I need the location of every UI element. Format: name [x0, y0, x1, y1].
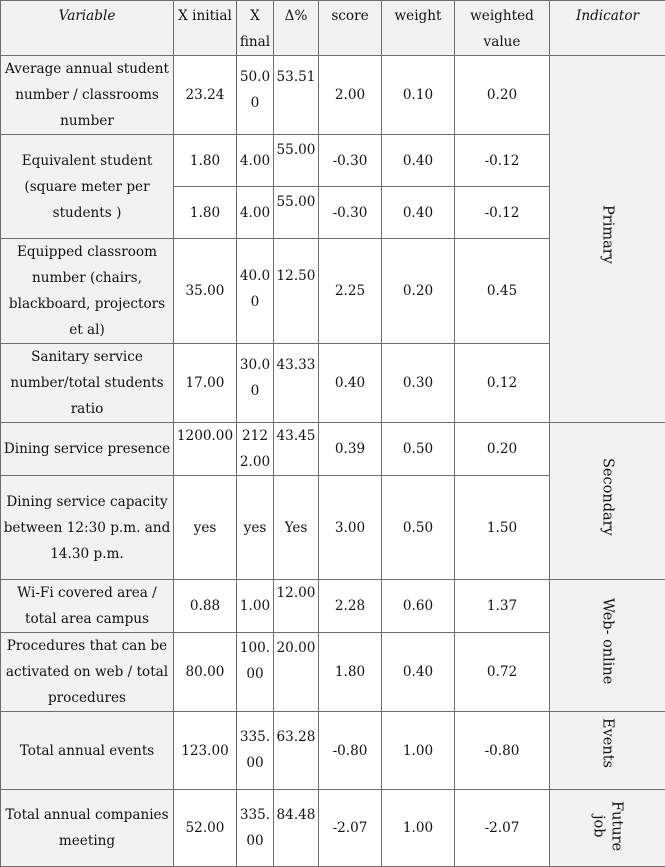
indicator-label: Events: [599, 718, 617, 768]
variable-cell: Procedures that can be activated on web / total procedures: [1, 633, 174, 712]
indicator-future-job: [550, 790, 665, 867]
delta-cell: 55.00: [274, 187, 319, 239]
score-cell: 0.40: [319, 344, 382, 423]
weighted-value-cell: -0.80: [455, 712, 550, 790]
score-cell: 0.39: [319, 423, 382, 476]
weight-cell: 0.10: [382, 56, 455, 135]
weighted-value-cell: 0.45: [455, 239, 550, 344]
x-initial-cell: 80.00: [174, 633, 237, 712]
table-row: [1, 56, 665, 135]
weighted-value-cell: 0.20: [455, 56, 550, 135]
header-variable: Variable: [1, 1, 174, 56]
delta-cell: 20.00: [274, 633, 319, 712]
x-final-cell: 335.00: [237, 790, 274, 867]
indicator-events: [550, 712, 665, 790]
x-initial-cell: 1.80: [174, 187, 237, 239]
indicator-label: Secondary: [599, 458, 617, 536]
x-initial-cell: 35.00: [174, 239, 237, 344]
weight-cell: 0.20: [382, 239, 455, 344]
score-cell: 2.28: [319, 580, 382, 633]
delta-cell: 53.51: [274, 56, 319, 135]
score-cell: 3.00: [319, 476, 382, 580]
x-initial-cell: 123.00: [174, 712, 237, 790]
weighted-value-cell: -0.12: [455, 187, 550, 239]
weight-cell: 0.40: [382, 187, 455, 239]
delta-cell: 43.45: [274, 423, 319, 476]
score-cell: -0.30: [319, 187, 382, 239]
weight-cell: 0.50: [382, 423, 455, 476]
header-row: [1, 1, 665, 56]
x-final-cell: 50.00: [237, 56, 274, 135]
weighted-value-cell: -2.07: [455, 790, 550, 867]
delta-cell: 84.48: [274, 790, 319, 867]
header-x-initial: X initial: [174, 1, 237, 56]
indicator-label: Future job: [590, 796, 626, 856]
indicator-label: Primary: [599, 205, 617, 264]
delta-cell: 63.28: [274, 712, 319, 790]
indicator-label: Web- online: [599, 598, 617, 684]
variable-cell: Total annual events: [1, 712, 174, 790]
table-row: [1, 423, 665, 476]
delta-cell: 55.00: [274, 135, 319, 187]
header-delta: Δ%: [274, 1, 319, 56]
x-initial-cell: 0.88: [174, 580, 237, 633]
indicator-primary: [550, 56, 665, 423]
variable-cell: Total annual companies meeting: [1, 790, 174, 867]
weighted-value-cell: 0.12: [455, 344, 550, 423]
table-row: [1, 790, 665, 867]
variable-cell: Wi-Fi covered area / total area campus: [1, 580, 174, 633]
delta-cell: Yes: [274, 476, 319, 580]
x-initial-cell: 17.00: [174, 344, 237, 423]
score-cell: -0.80: [319, 712, 382, 790]
x-final-cell: 335.00: [237, 712, 274, 790]
delta-cell: 12.50: [274, 239, 319, 344]
x-initial-cell: 1200.00: [174, 423, 237, 476]
variable-cell: Equipped classroom number (chairs, blackboard, projectors et al): [1, 239, 174, 344]
weight-cell: 1.00: [382, 712, 455, 790]
weight-cell: 0.30: [382, 344, 455, 423]
variable-cell: Dining service presence: [1, 423, 174, 476]
weighted-value-cell: 0.72: [455, 633, 550, 712]
x-initial-cell: 1.80: [174, 135, 237, 187]
header-weighted-value: weighted value: [455, 1, 550, 56]
table-row: [1, 580, 665, 633]
variable-cell: Sanitary service number/total students ratio: [1, 344, 174, 423]
weight-cell: 0.40: [382, 135, 455, 187]
weighted-value-cell: 1.50: [455, 476, 550, 580]
score-cell: -2.07: [319, 790, 382, 867]
x-final-cell: 40.00: [237, 239, 274, 344]
x-final-cell: 4.00: [237, 187, 274, 239]
score-cell: 2.00: [319, 56, 382, 135]
x-initial-cell: 23.24: [174, 56, 237, 135]
table-row: [1, 712, 665, 790]
weighted-value-cell: 1.37: [455, 580, 550, 633]
score-cell: 2.25: [319, 239, 382, 344]
x-final-cell: yes: [237, 476, 274, 580]
variable-cell: Equivalent student (square meter per students ): [1, 135, 174, 239]
header-weight: weight: [382, 1, 455, 56]
x-initial-cell: 52.00: [174, 790, 237, 867]
weight-cell: 1.00: [382, 790, 455, 867]
header-indicator: Indicator: [550, 1, 665, 56]
weighted-value-cell: -0.12: [455, 135, 550, 187]
variable-cell: Dining service capacity between 12:30 p.m. and 14.30 p.m.: [1, 476, 174, 580]
score-cell: -0.30: [319, 135, 382, 187]
variable-cell: Average annual student number / classrooms number: [1, 56, 174, 135]
delta-cell: 12.00: [274, 580, 319, 633]
indicator-secondary: [550, 423, 665, 580]
x-final-cell: 100.00: [237, 633, 274, 712]
header-score: score: [319, 1, 382, 56]
weighted-value-cell: 0.20: [455, 423, 550, 476]
x-initial-cell: yes: [174, 476, 237, 580]
weight-cell: 0.60: [382, 580, 455, 633]
x-final-cell: 1.00: [237, 580, 274, 633]
indicator-web-online: [550, 580, 665, 712]
score-cell: 1.80: [319, 633, 382, 712]
x-final-cell: 2122.00: [237, 423, 274, 476]
header-x-final: X final: [237, 1, 274, 56]
delta-cell: 43.33: [274, 344, 319, 423]
weight-cell: 0.40: [382, 633, 455, 712]
x-final-cell: 4.00: [237, 135, 274, 187]
x-final-cell: 30.00: [237, 344, 274, 423]
weight-cell: 0.50: [382, 476, 455, 580]
